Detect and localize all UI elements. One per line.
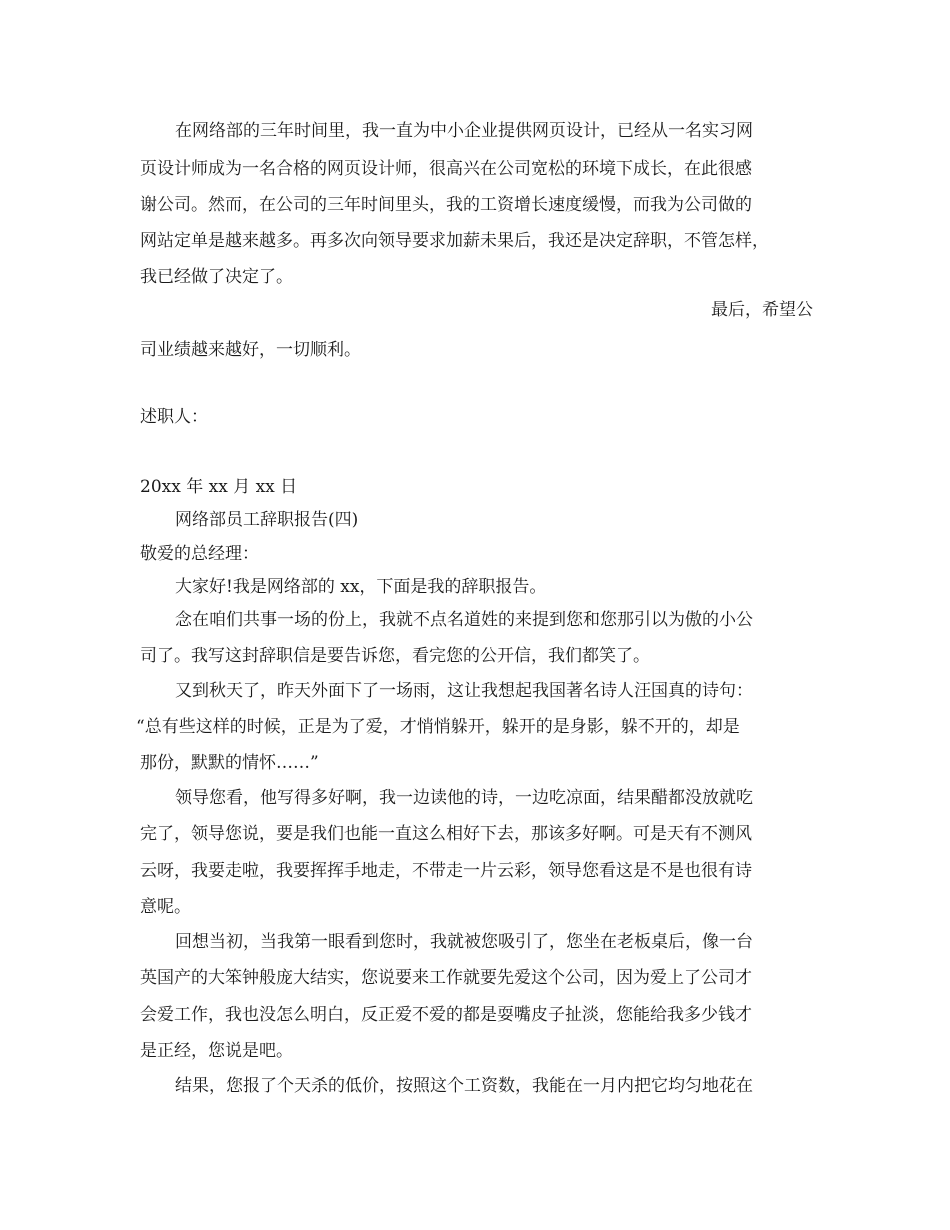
paragraph-line: 回想当初，当我第一眼看到您时，我就被您吸引了，您坐在老板桌后，像一台 [175, 932, 753, 952]
paragraph-line: 页设计师成为一名合格的网页设计师，很高兴在公司宽松的环境下成长，在此很感 [140, 159, 752, 179]
salutation: 敬爱的总经理： [140, 544, 259, 564]
closing-line: 司业绩越来越好，一切顺利。 [140, 340, 361, 360]
closing-line: 最后，希望公 [711, 300, 813, 320]
greeting-line: 大家好!我是网络部的 xx，下面是我的辞职报告。 [175, 577, 547, 597]
paragraph-line: 结果，您报了个天杀的低价，按照这个工资数，我能在一月内把它均匀地花在 [175, 1076, 753, 1096]
paragraph-line: 英国产的大笨钟般庞大结实，您说要来工作就要先爱这个公司，因为爱上了公司才 [140, 968, 752, 988]
paragraph-line: 那份，默默的情怀……” [140, 753, 319, 773]
paragraph-line: 又到秋天了，昨天外面下了一场雨，这让我想起我国著名诗人汪国真的诗句： [175, 681, 753, 701]
signature-label: 述职人： [140, 407, 208, 427]
paragraph-line: 会爱工作，我也没怎么明白，反正爱不爱的都是耍嘴皮子扯淡，您能给我多少钱才 [140, 1005, 752, 1025]
paragraph-line: 司了。我写这封辞职信是要告诉您，看完您的公开信，我们都笑了。 [140, 646, 650, 666]
paragraph-line: 念在咱们共事一场的份上，我就不点名道姓的来提到您和您那引以为傲的小公 [175, 610, 753, 630]
date-line: 20xx 年 xx 月 xx 日 [140, 477, 298, 497]
paragraph-line: 在网络部的三年时间里，我一直为中小企业提供网页设计，已经从一名实习网 [175, 121, 753, 141]
paragraph-line: 是正经，您说是吧。 [140, 1041, 293, 1061]
paragraph-line: 完了，领导您说，要是我们也能一直这么相好下去，那该多好啊。可是天有不测风 [140, 824, 752, 844]
paragraph-line: 网站定单是越来越多。再多次向领导要求加薪未果后，我还是决定辞职，不管怎样， [140, 231, 769, 251]
paragraph-line: 意呢。 [140, 897, 191, 917]
paragraph-line: “总有些这样的时候，正是为了爱，才悄悄躲开，躲开的是身影，躲不开的，却是 [136, 717, 740, 737]
paragraph-line: 领导您看，他写得多好啊，我一边读他的诗，一边吃凉面，结果醋都没放就吃 [175, 788, 753, 808]
paragraph-line: 谢公司。然而，在公司的三年时间里头，我的工资增长速度缓慢，而我为公司做的 [140, 195, 752, 215]
paragraph-line: 云呀，我要走啦，我要挥挥手地走，不带走一片云彩，领导您看这是不是也很有诗 [140, 861, 752, 881]
paragraph-line: 我已经做了决定了。 [140, 267, 293, 287]
report-title: 网络部员工辞职报告(四) [175, 510, 359, 530]
